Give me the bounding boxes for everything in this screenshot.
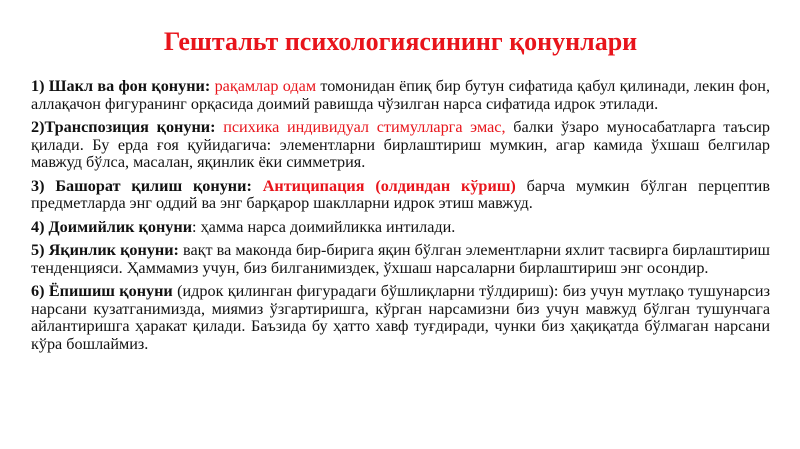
law-highlight: рақамлар одам <box>214 77 317 95</box>
paragraph-closure-law <box>31 283 770 353</box>
law-text: балки ўзаро муносабатларга таъсир қилади. Бу ерда ғоя қуйидагича: элементларни бирлаштириш мумкин, агар камида ўхшаш белгилар мавжуд бўлса, масалан, яқинлик ёки симметрия. <box>31 118 770 171</box>
law-text: (идрок қилинган фигурадаги бўшлиқларни тўлдириш): биз учун мутлақо тушунарсиз нарсани кузатганимизда, миямиз ўзгартиришга, кўрган нарсамизни биз учун мавжуд бўлган тушунчага айлантиришга ҳаракат қилади. Баъзида бу ҳатто хавф туғдиради, чунки биз ҳақиқатда бўлмаган нарсани кўра бошлаймиз. <box>31 282 770 353</box>
law-heading: 3) Башорат қилиш қонуни: <box>31 176 252 195</box>
law-text: вақт ва маконда бир-бирига яқин бўлган элементларни яхлит тасвирга бирлаштириш тенденцияси. Ҳаммамиз учун, биз билганимиздек, ўхшаш нарсаларни бирлаштириш энг осондир. <box>31 241 770 277</box>
law-text: барча мумкин бўлган перцептив предметларда энг оддий ва энг барқарор шаклларни идрок этиш мавжуд. <box>31 176 770 212</box>
law-heading: 2)Транспозиция қонуни: <box>31 118 216 136</box>
paragraph-transposition-law <box>31 119 770 172</box>
law-highlight: Антиципация (олдиндан кўриш) <box>262 176 516 195</box>
law-heading: 4) Доимийлик қонуни <box>31 217 193 236</box>
law-text: : ҳамма нарса доимийликка интилади. <box>192 217 456 236</box>
paragraph-figure-ground-law <box>31 78 770 113</box>
slide-title: Гештальт психологиясининг қонунлари <box>163 27 638 56</box>
law-heading: 5) Яқинлик қонуни: <box>31 241 179 259</box>
paragraph-prediction-law <box>31 178 770 213</box>
paragraph-proximity-law <box>31 242 770 277</box>
law-highlight: психика индивидуал стимулларга эмас, <box>223 118 506 136</box>
law-heading: 6) Ёпишиш қонуни <box>31 282 173 300</box>
law-text: томонидан ёпиқ бир бутун сифатида қабул қилинади, лекин фон, аллақачон фигуранинг орқасида доимий равишда чўзилган нарса сифатида идрок этилади. <box>31 77 770 113</box>
paragraph-constancy-law <box>31 219 770 237</box>
law-heading: 1) Шакл ва фон қонуни: <box>31 77 211 95</box>
